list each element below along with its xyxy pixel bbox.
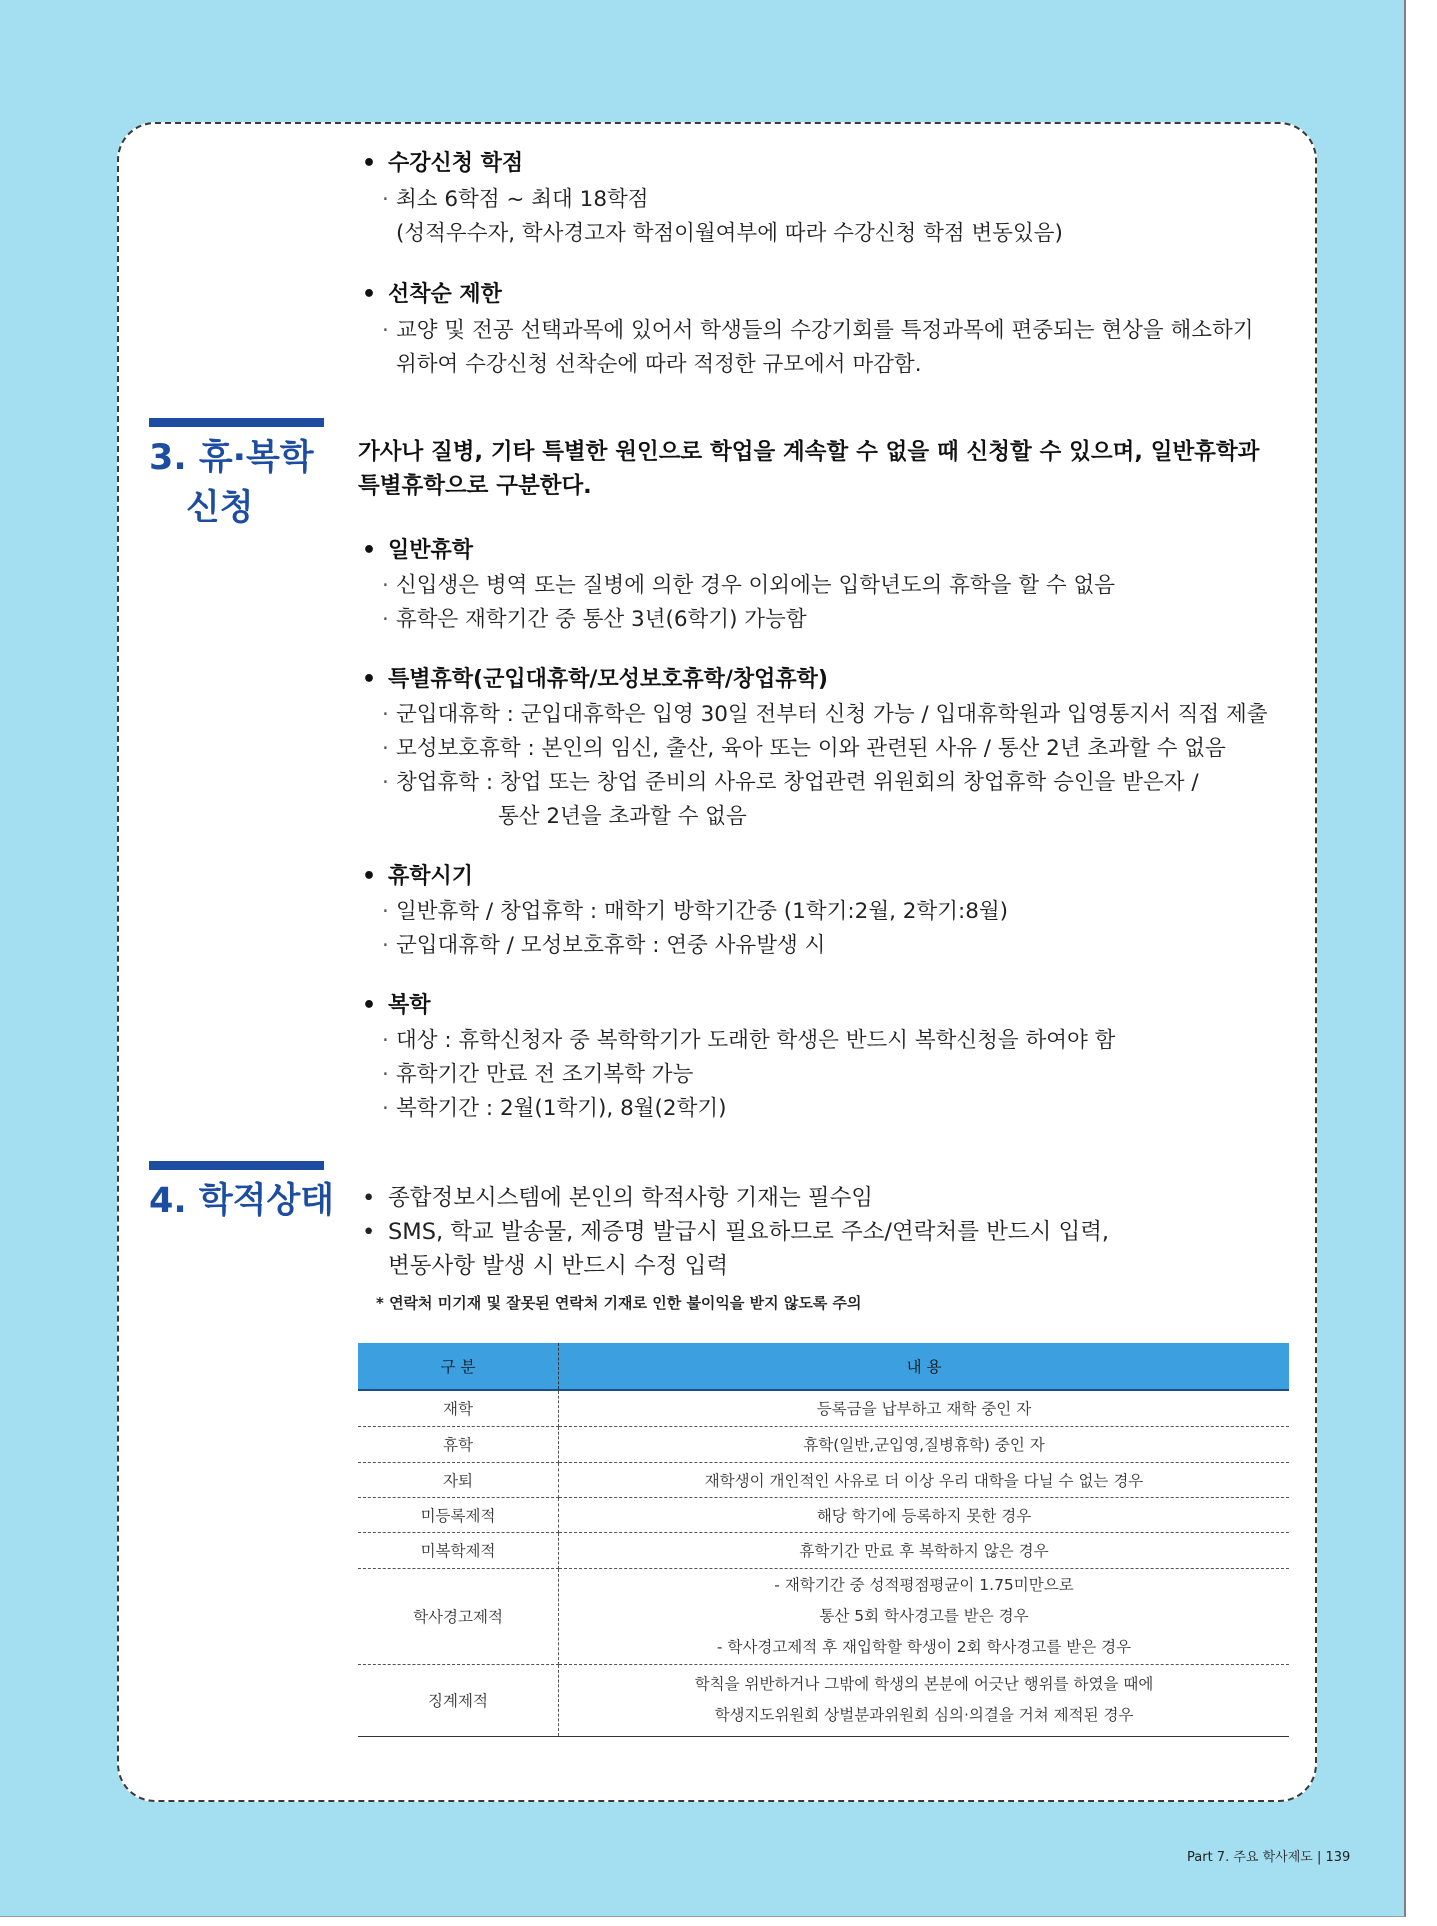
general-leave-line: · 신입생은 병역 또는 질병에 의한 경우 이외에는 입학년도의 휴학을 할 수 없음 xyxy=(382,573,1116,598)
leave-timing-heading: • 휴학시기 xyxy=(362,864,474,889)
row-content-line: - 학사경고제적 후 재입학할 학생이 2회 학사경고를 받은 경우 xyxy=(716,1637,1132,1656)
section3-title-line2: 신청 xyxy=(186,488,254,528)
table-row xyxy=(358,1664,1289,1736)
leave-timing-line: · 일반휴학 / 창업휴학 : 매학기 방학기간중 (1학기:2월, 2학기:8월) xyxy=(382,899,1009,924)
table-row xyxy=(358,1497,1289,1532)
row-category: 미복학제적 xyxy=(358,1532,559,1568)
section4-title: 4. 학적상태 xyxy=(149,1181,335,1221)
row-content: 휴학(일반,군입영,질병휴학) 중인 자 xyxy=(559,1426,1290,1462)
row-content: 등록금을 납부하고 재학 중인 자 xyxy=(559,1390,1290,1426)
status-bullet: • 종합정보시스템에 본인의 학적사항 기재는 필수임 xyxy=(362,1185,874,1211)
row-content xyxy=(559,1568,1290,1664)
return-heading: • 복학 xyxy=(362,993,431,1018)
header-category: 구 분 xyxy=(358,1343,559,1390)
row-category: 징계제적 xyxy=(358,1664,559,1736)
credits-line: · 최소 6학점 ~ 최대 18학점 xyxy=(382,187,649,212)
row-content: 휴학기간 만료 후 복학하지 않은 경우 xyxy=(559,1532,1290,1568)
general-leave-heading: • 일반휴학 xyxy=(362,538,474,563)
status-table xyxy=(358,1343,1289,1737)
row-content-line: 통산 5회 학사경고를 받은 경우 xyxy=(819,1606,1029,1625)
special-leave-heading: • 특별휴학(군입대휴학/모성보호휴학/창업휴학) xyxy=(362,667,828,692)
leave-timing-line: · 군입대휴학 / 모성보호휴학 : 연중 사유발생 시 xyxy=(382,933,826,958)
row-content-line: 학칙을 위반하거나 그밖에 학생의 본분에 어긋난 행위를 하였을 때에 xyxy=(694,1675,1154,1693)
special-leave-line: · 창업휴학 : 창업 또는 창업 준비의 사유로 창업관련 위원회의 창업휴학 승인을 받은자 / xyxy=(382,770,1199,795)
contact-note: * 연락처 미기재 및 잘못된 연락처 기재로 인한 불이익을 받지 않도록 주의 xyxy=(376,1294,862,1312)
table-row xyxy=(358,1390,1289,1426)
credits-heading: • 수강신청 학점 xyxy=(362,151,524,176)
row-content: 해당 학기에 등록하지 못한 경우 xyxy=(559,1497,1290,1532)
status-bullet: • SMS, 학교 발송물, 제증명 발급시 필요하므로 주소/연락처를 반드시 입력, xyxy=(362,1219,1110,1245)
row-category: 재학 xyxy=(358,1390,559,1426)
table-row xyxy=(358,1568,1289,1664)
table-row xyxy=(358,1532,1289,1568)
return-line: · 대상 : 휴학신청자 중 복학학기가 도래한 학생은 반드시 복학신청을 하여야 함 xyxy=(382,1028,1116,1053)
general-leave-line: · 휴학은 재학기간 중 통산 3년(6학기) 가능함 xyxy=(382,607,807,632)
return-line: · 복학기간 : 2월(1학기), 8월(2학기) xyxy=(382,1096,727,1121)
row-content-line: 학생지도위원회 상벌분과위원회 심의·의결을 거쳐 제적된 경우 xyxy=(714,1706,1134,1724)
section3-lead: 가사나 질병, 기타 특별한 원인으로 학업을 계속할 수 없을 때 신청할 수 있으며, 일반휴학과 xyxy=(358,439,1260,465)
section3-lead: 특별휴학으로 구분한다. xyxy=(358,473,592,499)
credits-line: (성적우수자, 학사경고자 학점이월여부에 따라 수강신청 학점 변동있음) xyxy=(396,221,1063,246)
section3-bar xyxy=(149,418,324,427)
special-leave-line: · 군입대휴학 : 군입대휴학은 입영 30일 전부터 신청 가능 / 입대휴학원과 입영통지서 직접 제출 xyxy=(382,702,1268,727)
table-row xyxy=(358,1462,1289,1497)
firstcome-line: · 교양 및 전공 선택과목에 있어서 학생들의 수강기회를 특정과목에 편중되는 현상을 해소하기 xyxy=(382,318,1254,343)
row-content xyxy=(559,1664,1290,1736)
firstcome-heading: • 선착순 제한 xyxy=(362,282,502,307)
special-leave-line: · 모성보호휴학 : 본인의 임신, 출산, 육아 또는 이와 관련된 사유 / 통산 2년 초과할 수 없음 xyxy=(382,736,1226,761)
row-category: 미등록제적 xyxy=(358,1497,559,1532)
row-content-line: - 재학기간 중 성적평점평균이 1.75미만으로 xyxy=(774,1575,1074,1594)
row-category: 휴학 xyxy=(358,1426,559,1462)
section4-bar xyxy=(149,1161,324,1170)
status-bullet-cont: 변동사항 발생 시 반드시 수정 입력 xyxy=(388,1253,729,1279)
return-line: · 휴학기간 만료 전 조기복학 가능 xyxy=(382,1062,694,1087)
row-category: 자퇴 xyxy=(358,1462,559,1497)
row-content: 재학생이 개인적인 사유로 더 이상 우리 대학을 다닐 수 없는 경우 xyxy=(559,1462,1290,1497)
special-leave-line-cont: 통산 2년을 초과할 수 없음 xyxy=(498,804,747,829)
table-row xyxy=(358,1426,1289,1462)
table-header-row xyxy=(358,1343,1289,1390)
header-content: 내 용 xyxy=(559,1343,1290,1390)
page-footer: Part 7. 주요 학사제도 | 139 xyxy=(1187,1850,1351,1865)
row-category: 학사경고제적 xyxy=(358,1568,559,1664)
section3-title: 3. 휴·복학 xyxy=(149,438,314,478)
firstcome-line: 위하여 수강신청 선착순에 따라 적정한 규모에서 마감함. xyxy=(396,352,922,377)
